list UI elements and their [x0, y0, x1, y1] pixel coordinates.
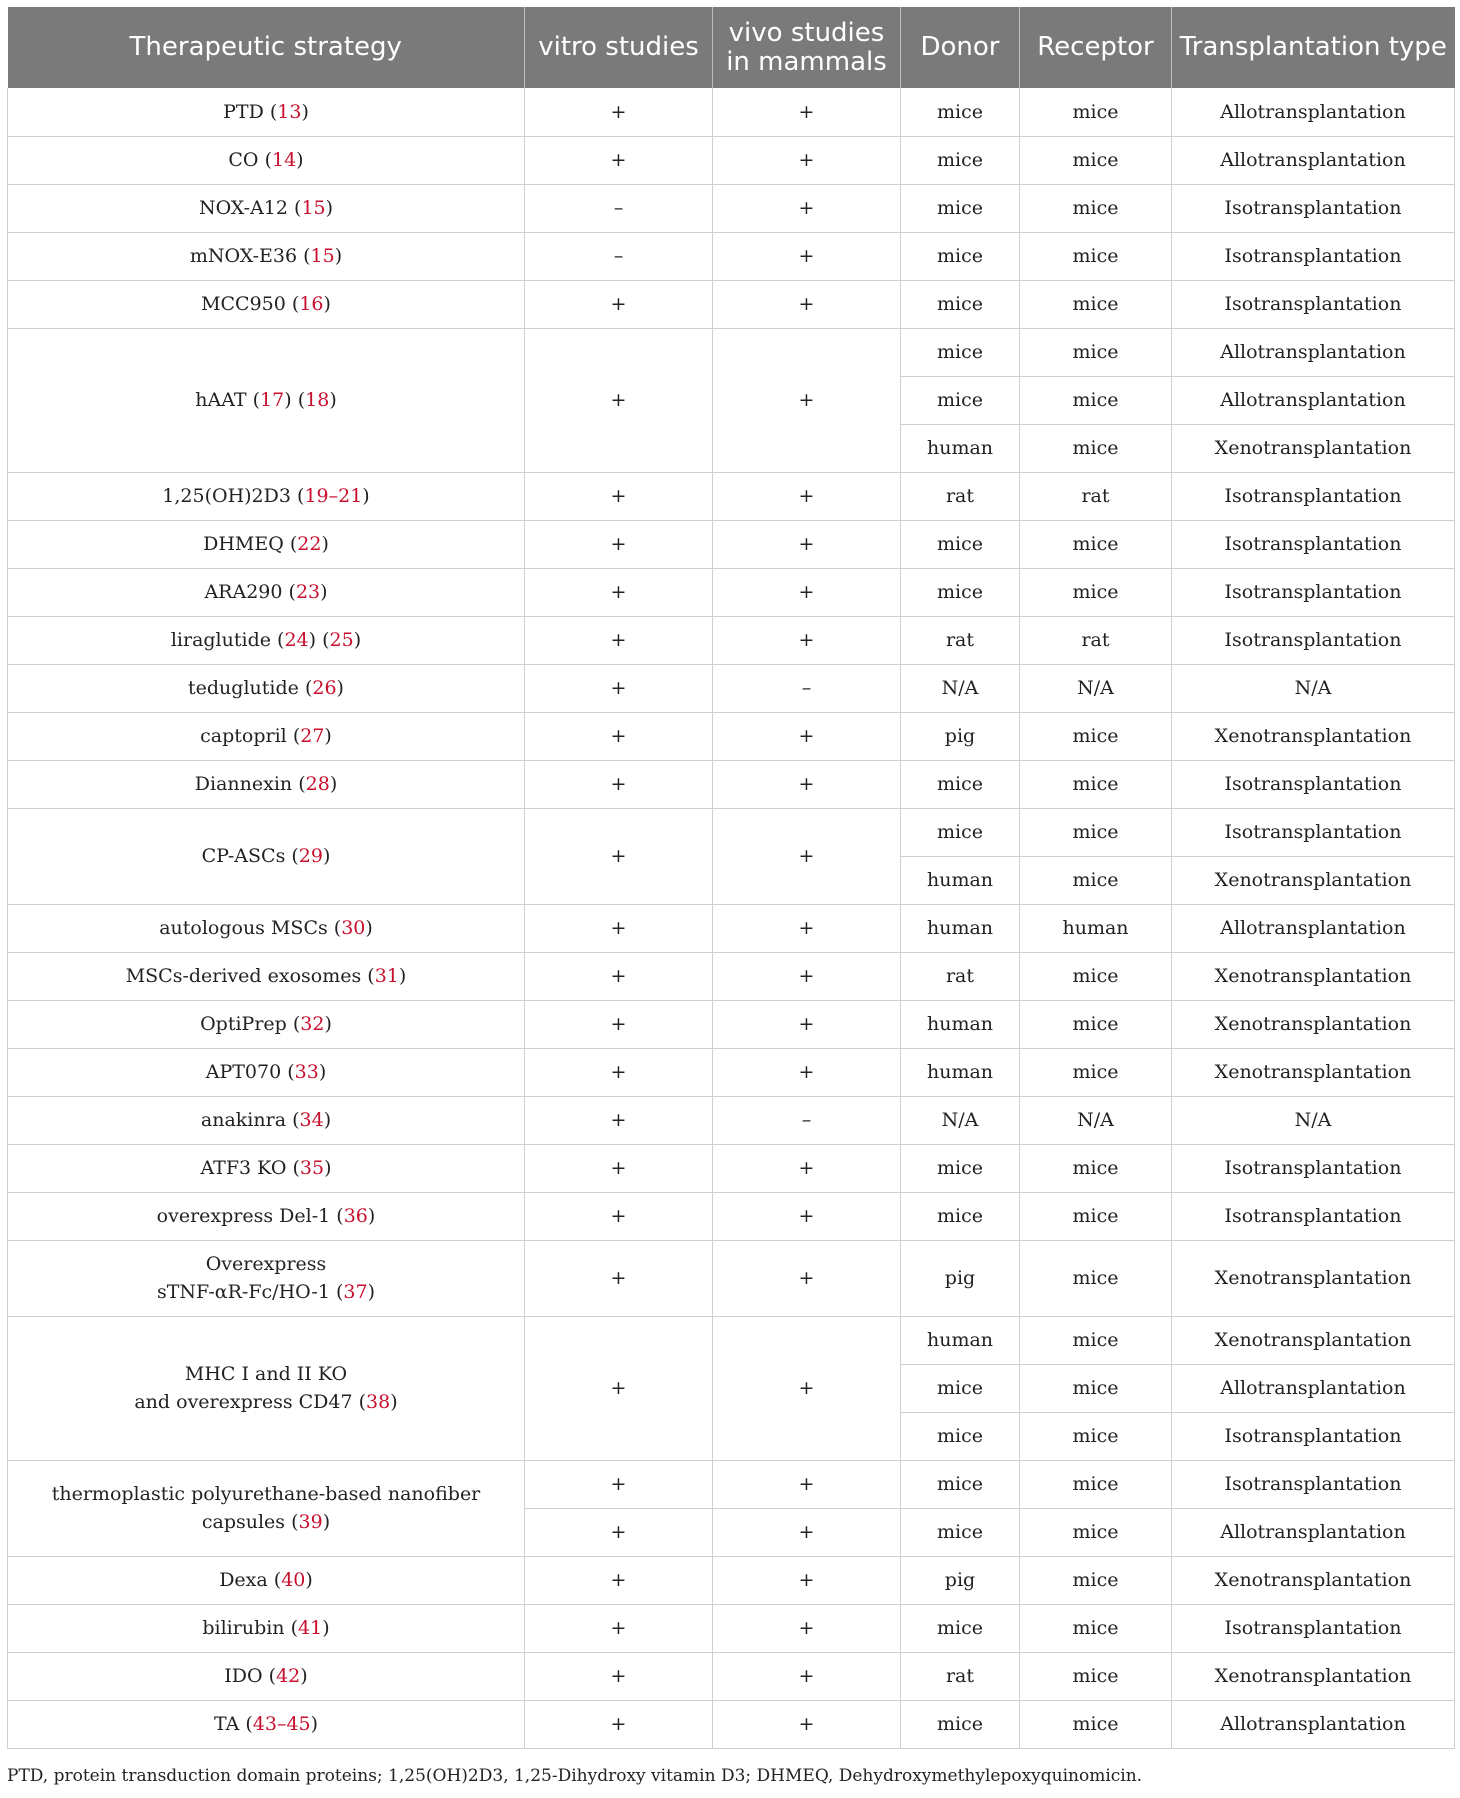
- receptor-cell: mice: [1020, 280, 1172, 328]
- strategy-cell: captopril (27): [8, 712, 525, 760]
- vivo-cell: +: [713, 88, 901, 136]
- vitro-cell: –: [525, 184, 713, 232]
- transplantation-type-cell: Xenotransplantation: [1172, 1000, 1455, 1048]
- donor-cell: mice: [901, 1604, 1020, 1652]
- header-transplantation-type: Transplantation type: [1172, 7, 1455, 88]
- strategy-cell: hAAT (17) (18): [8, 328, 525, 472]
- strategy-name: MHC I and II KO: [184, 1363, 348, 1385]
- transplantation-type-cell: Allotransplantation: [1172, 904, 1455, 952]
- receptor-cell: mice: [1020, 1144, 1172, 1192]
- vitro-cell: +: [525, 1604, 713, 1652]
- header-donor: Donor: [901, 7, 1020, 88]
- strategy-cell: 1,25(OH)2D3 (19–21): [8, 472, 525, 520]
- receptor-cell: mice: [1020, 760, 1172, 808]
- donor-cell: mice: [901, 232, 1020, 280]
- strategy-cell: mNOX-E36 (15): [8, 232, 525, 280]
- vivo-cell: +: [713, 328, 901, 472]
- reference-link[interactable]: 18: [305, 389, 330, 411]
- vivo-cell: +: [713, 280, 901, 328]
- receptor-cell: mice: [1020, 1000, 1172, 1048]
- strategy-name: thermoplastic polyurethane-based nanofiber capsules: [51, 1483, 481, 1533]
- donor-cell: mice: [901, 760, 1020, 808]
- vivo-cell: +: [713, 1192, 901, 1240]
- table-row: [8, 1460, 1455, 1508]
- vivo-cell: +: [713, 1048, 901, 1096]
- reference-link[interactable]: 13: [277, 100, 302, 123]
- strategy-cell: OptiPrep (32): [8, 1000, 525, 1048]
- table-row: [8, 280, 1455, 328]
- vitro-cell: +: [525, 904, 713, 952]
- vivo-cell: +: [713, 1000, 901, 1048]
- donor-cell: pig: [901, 1556, 1020, 1604]
- transplantation-type-cell: Xenotransplantation: [1172, 1240, 1455, 1316]
- donor-cell: mice: [901, 376, 1020, 424]
- receptor-cell: human: [1020, 904, 1172, 952]
- vitro-cell: +: [525, 328, 713, 472]
- table-row: [8, 952, 1455, 1000]
- donor-cell: mice: [901, 1700, 1020, 1748]
- vivo-cell: +: [713, 520, 901, 568]
- header-receptor: Receptor: [1020, 7, 1172, 88]
- strategy-name: teduglutide: [188, 677, 299, 699]
- reference-link[interactable]: 35: [299, 1157, 325, 1179]
- vitro-cell: +: [525, 1240, 713, 1316]
- strategy-name: anakinra: [200, 1109, 287, 1131]
- transplantation-type-cell: Allotransplantation: [1172, 88, 1455, 136]
- table-row: [8, 1000, 1455, 1048]
- strategy-name: and overexpress CD47: [134, 1391, 353, 1413]
- receptor-cell: mice: [1020, 88, 1172, 136]
- transplantation-type-cell: Allotransplantation: [1172, 376, 1455, 424]
- receptor-cell: mice: [1020, 1556, 1172, 1604]
- strategy-cell: TA (43–45): [8, 1700, 525, 1748]
- strategy-cell: DHMEQ (22): [8, 520, 525, 568]
- strategy-name: 1,25(OH)2D3: [162, 485, 291, 507]
- table-body: [8, 88, 1455, 1748]
- receptor-cell: N/A: [1020, 1096, 1172, 1144]
- vivo-cell: +: [713, 1460, 901, 1508]
- receptor-cell: mice: [1020, 1240, 1172, 1316]
- vivo-cell: +: [713, 1700, 901, 1748]
- vivo-cell: +: [713, 1604, 901, 1652]
- reference-link[interactable]: 42: [276, 1665, 301, 1687]
- donor-cell: rat: [901, 1652, 1020, 1700]
- transplantation-type-cell: Isotransplantation: [1172, 616, 1455, 664]
- vitro-cell: +: [525, 1096, 713, 1144]
- table-row: [8, 808, 1455, 856]
- reference-link[interactable]: 25: [329, 629, 354, 651]
- receptor-cell: mice: [1020, 1508, 1172, 1556]
- strategy-cell: Diannexin (28): [8, 760, 525, 808]
- table-row: [8, 664, 1455, 712]
- vivo-cell: +: [713, 808, 901, 904]
- receptor-cell: mice: [1020, 1192, 1172, 1240]
- strategy-name: Dexa: [219, 1569, 268, 1591]
- transplantation-type-cell: Allotransplantation: [1172, 328, 1455, 376]
- transplantation-type-cell: Isotransplantation: [1172, 760, 1455, 808]
- table-row: [8, 184, 1455, 232]
- reference-link[interactable]: 16: [299, 293, 324, 315]
- strategy-cell: ARA290 (23): [8, 568, 525, 616]
- reference-link[interactable]: 15: [301, 197, 326, 219]
- strategy-cell: Dexa (40): [8, 1556, 525, 1604]
- receptor-cell: mice: [1020, 808, 1172, 856]
- strategy-name: CP-ASCs: [201, 845, 286, 867]
- strategy-name: DHMEQ: [203, 533, 284, 555]
- donor-cell: rat: [901, 952, 1020, 1000]
- receptor-cell: mice: [1020, 1652, 1172, 1700]
- transplantation-type-cell: Allotransplantation: [1172, 1700, 1455, 1748]
- transplantation-type-cell: Allotransplantation: [1172, 136, 1455, 184]
- strategy-cell: CO (14): [8, 136, 525, 184]
- strategy-cell: ATF3 KO (35): [8, 1144, 525, 1192]
- vitro-cell: +: [525, 760, 713, 808]
- strategy-name: CO: [228, 149, 259, 171]
- vivo-cell: +: [713, 712, 901, 760]
- transplantation-type-cell: N/A: [1172, 1096, 1455, 1144]
- vivo-cell: +: [713, 1556, 901, 1604]
- donor-cell: human: [901, 424, 1020, 472]
- strategy-cell: teduglutide (26): [8, 664, 525, 712]
- reference-link[interactable]: 27: [300, 725, 325, 747]
- transplantation-type-cell: Isotransplantation: [1172, 568, 1455, 616]
- table-row: [8, 472, 1455, 520]
- reference-link[interactable]: 17: [260, 389, 285, 411]
- reference-link[interactable]: 36: [343, 1205, 368, 1227]
- vivo-cell: +: [713, 1652, 901, 1700]
- donor-cell: mice: [901, 1508, 1020, 1556]
- vitro-cell: +: [525, 1700, 713, 1748]
- reference-link[interactable]: 34: [299, 1109, 324, 1131]
- table-row: [8, 136, 1455, 184]
- receptor-cell: mice: [1020, 184, 1172, 232]
- vivo-cell: +: [713, 616, 901, 664]
- reference-link[interactable]: 40: [281, 1569, 306, 1591]
- donor-cell: mice: [901, 1412, 1020, 1460]
- strategy-cell: CP-ASCs (29): [8, 808, 525, 904]
- donor-cell: mice: [901, 1460, 1020, 1508]
- reference-link[interactable]: 19–21: [304, 485, 363, 507]
- vitro-cell: +: [525, 1048, 713, 1096]
- strategy-cell: anakinra (34): [8, 1096, 525, 1144]
- strategy-cell: APT070 (33): [8, 1048, 525, 1096]
- donor-cell: mice: [901, 1144, 1020, 1192]
- receptor-cell: mice: [1020, 232, 1172, 280]
- donor-cell: mice: [901, 520, 1020, 568]
- vivo-cell: +: [713, 904, 901, 952]
- transplantation-type-cell: Isotransplantation: [1172, 1144, 1455, 1192]
- reference-link[interactable]: 26: [312, 677, 337, 699]
- vitro-cell: +: [525, 1000, 713, 1048]
- vivo-cell: +: [713, 1144, 901, 1192]
- strategy-name: captopril: [200, 725, 287, 747]
- reference-link[interactable]: 41: [298, 1617, 323, 1639]
- receptor-cell: mice: [1020, 1460, 1172, 1508]
- reference-link[interactable]: 14: [271, 149, 297, 171]
- transplantation-type-cell: Isotransplantation: [1172, 184, 1455, 232]
- strategy-name: TA: [213, 1713, 240, 1735]
- strategy-name: ARA290: [204, 581, 283, 603]
- transplantation-type-cell: Xenotransplantation: [1172, 1048, 1455, 1096]
- vitro-cell: +: [525, 1144, 713, 1192]
- vitro-cell: +: [525, 1508, 713, 1556]
- table-row: [8, 904, 1455, 952]
- vivo-cell: +: [713, 760, 901, 808]
- donor-cell: mice: [901, 1364, 1020, 1412]
- receptor-cell: mice: [1020, 1316, 1172, 1364]
- vitro-cell: +: [525, 664, 713, 712]
- therapy-table: [7, 7, 1455, 1749]
- reference-link[interactable]: 22: [297, 533, 322, 555]
- receptor-cell: rat: [1020, 616, 1172, 664]
- receptor-cell: rat: [1020, 472, 1172, 520]
- strategy-name: MSCs-derived exosomes: [125, 965, 362, 987]
- vitro-cell: +: [525, 472, 713, 520]
- strategy-name: Diannexin: [194, 773, 293, 795]
- vitro-cell: +: [525, 1460, 713, 1508]
- vitro-cell: +: [525, 808, 713, 904]
- header-row: [8, 7, 1455, 88]
- receptor-cell: mice: [1020, 856, 1172, 904]
- donor-cell: mice: [901, 88, 1020, 136]
- vivo-cell: +: [713, 1508, 901, 1556]
- strategy-cell: MSCs-derived exosomes (31): [8, 952, 525, 1000]
- table-row: [8, 1144, 1455, 1192]
- receptor-cell: mice: [1020, 328, 1172, 376]
- donor-cell: N/A: [901, 664, 1020, 712]
- table-row: [8, 760, 1455, 808]
- table-row: [8, 1240, 1455, 1316]
- strategy-name: liraglutide: [170, 629, 271, 651]
- table-row: [8, 328, 1455, 376]
- strategy-name: APT070: [205, 1061, 282, 1083]
- vivo-cell: +: [713, 232, 901, 280]
- transplantation-type-cell: Xenotransplantation: [1172, 856, 1455, 904]
- receptor-cell: mice: [1020, 952, 1172, 1000]
- vitro-cell: –: [525, 232, 713, 280]
- strategy-name: autologous MSCs: [159, 917, 328, 939]
- vitro-cell: +: [525, 280, 713, 328]
- donor-cell: human: [901, 856, 1020, 904]
- donor-cell: N/A: [901, 1096, 1020, 1144]
- transplantation-type-cell: Isotransplantation: [1172, 1604, 1455, 1652]
- strategy-cell: autologous MSCs (30): [8, 904, 525, 952]
- table-row: [8, 1652, 1455, 1700]
- donor-cell: mice: [901, 328, 1020, 376]
- donor-cell: pig: [901, 1240, 1020, 1316]
- transplantation-type-cell: Isotransplantation: [1172, 232, 1455, 280]
- table-row: [8, 712, 1455, 760]
- reference-link[interactable]: 24: [284, 629, 309, 651]
- reference-link[interactable]: 38: [366, 1391, 391, 1413]
- transplantation-type-cell: Allotransplantation: [1172, 1508, 1455, 1556]
- transplantation-type-cell: Allotransplantation: [1172, 1364, 1455, 1412]
- table-row: [8, 520, 1455, 568]
- transplantation-type-cell: Xenotransplantation: [1172, 424, 1455, 472]
- strategy-cell: IDO (42): [8, 1652, 525, 1700]
- receptor-cell: mice: [1020, 1364, 1172, 1412]
- donor-cell: mice: [901, 280, 1020, 328]
- donor-cell: mice: [901, 568, 1020, 616]
- table-row: [8, 1316, 1455, 1364]
- table-row: [8, 1048, 1455, 1096]
- vitro-cell: +: [525, 1652, 713, 1700]
- table-row: [8, 1604, 1455, 1652]
- vitro-cell: +: [525, 952, 713, 1000]
- vivo-cell: +: [713, 1316, 901, 1460]
- strategy-cell: MCC950 (16): [8, 280, 525, 328]
- strategy-name: bilirubin: [202, 1617, 285, 1639]
- strategy-cell: overexpress Del-1 (36): [8, 1192, 525, 1240]
- donor-cell: rat: [901, 472, 1020, 520]
- strategy-name: overexpress Del-1: [156, 1205, 331, 1227]
- receptor-cell: mice: [1020, 1412, 1172, 1460]
- strategy-cell: liraglutide (24) (25): [8, 616, 525, 664]
- donor-cell: mice: [901, 136, 1020, 184]
- strategy-cell: bilirubin (41): [8, 1604, 525, 1652]
- strategy-cell: thermoplastic polyurethane-based nanofiber capsules (39): [8, 1460, 525, 1556]
- vitro-cell: +: [525, 1556, 713, 1604]
- transplantation-type-cell: Xenotransplantation: [1172, 712, 1455, 760]
- vivo-cell: –: [713, 1096, 901, 1144]
- strategy-cell: Overexpress sTNF-αR-Fc/HO-1 (37): [8, 1240, 525, 1316]
- strategy-name: OptiPrep: [200, 1013, 287, 1035]
- vivo-cell: +: [713, 568, 901, 616]
- receptor-cell: mice: [1020, 1604, 1172, 1652]
- reference-link[interactable]: 33: [294, 1061, 319, 1083]
- reference-link[interactable]: 30: [341, 917, 366, 939]
- vivo-cell: –: [713, 664, 901, 712]
- donor-cell: human: [901, 1316, 1020, 1364]
- table-row: [8, 1700, 1455, 1748]
- donor-cell: mice: [901, 184, 1020, 232]
- transplantation-type-cell: Xenotransplantation: [1172, 1652, 1455, 1700]
- transplantation-type-cell: Isotransplantation: [1172, 808, 1455, 856]
- vivo-cell: +: [713, 136, 901, 184]
- reference-link[interactable]: 43–45: [252, 1713, 311, 1735]
- donor-cell: rat: [901, 616, 1020, 664]
- table-row: [8, 616, 1455, 664]
- reference-link[interactable]: 31: [374, 965, 399, 987]
- receptor-cell: mice: [1020, 712, 1172, 760]
- vivo-cell: +: [713, 184, 901, 232]
- receptor-cell: mice: [1020, 1048, 1172, 1096]
- vitro-cell: +: [525, 568, 713, 616]
- receptor-cell: mice: [1020, 520, 1172, 568]
- strategy-name: hAAT: [195, 389, 247, 411]
- vitro-cell: +: [525, 616, 713, 664]
- transplantation-type-cell: Xenotransplantation: [1172, 1316, 1455, 1364]
- strategy-cell: NOX-A12 (15): [8, 184, 525, 232]
- header-vitro: vitro studies: [525, 7, 713, 88]
- vivo-cell: +: [713, 472, 901, 520]
- strategy-cell: PTD (13): [8, 88, 525, 136]
- donor-cell: mice: [901, 1192, 1020, 1240]
- vitro-cell: +: [525, 1192, 713, 1240]
- strategy-name: IDO: [224, 1665, 263, 1687]
- strategy-name: sTNF-αR-Fc/HO-1: [156, 1281, 330, 1303]
- donor-cell: human: [901, 1000, 1020, 1048]
- vitro-cell: +: [525, 136, 713, 184]
- vitro-cell: +: [525, 1316, 713, 1460]
- table-footnote: PTD, protein transduction domain proteins; 1,25(OH)2D3, 1,25-Dihydroxy vitamin D3; DHMEQ, Dehydroxymethylepoxyquinomicin.: [7, 1766, 1143, 1786]
- table-row: [8, 1556, 1455, 1604]
- reference-link[interactable]: 32: [300, 1013, 325, 1035]
- transplantation-type-cell: Isotransplantation: [1172, 520, 1455, 568]
- donor-cell: human: [901, 1048, 1020, 1096]
- transplantation-type-cell: Xenotransplantation: [1172, 1556, 1455, 1604]
- receptor-cell: mice: [1020, 1700, 1172, 1748]
- donor-cell: human: [901, 904, 1020, 952]
- transplantation-type-cell: Isotransplantation: [1172, 1412, 1455, 1460]
- receptor-cell: mice: [1020, 568, 1172, 616]
- donor-cell: pig: [901, 712, 1020, 760]
- reference-link[interactable]: 15: [310, 245, 335, 267]
- vivo-cell: +: [713, 1240, 901, 1316]
- strategy-name: PTD: [223, 100, 264, 123]
- strategy-name: NOX-A12: [198, 197, 288, 219]
- table-container: [7, 7, 1454, 1749]
- donor-cell: mice: [901, 808, 1020, 856]
- vitro-cell: +: [525, 520, 713, 568]
- strategy-name: mNOX-E36: [189, 245, 298, 267]
- receptor-cell: mice: [1020, 376, 1172, 424]
- receptor-cell: mice: [1020, 424, 1172, 472]
- strategy-name: ATF3 KO: [200, 1157, 287, 1179]
- reference-link[interactable]: 39: [298, 1511, 323, 1533]
- transplantation-type-cell: Xenotransplantation: [1172, 952, 1455, 1000]
- transplantation-type-cell: N/A: [1172, 664, 1455, 712]
- header-strategy: Therapeutic strategy: [8, 7, 525, 88]
- receptor-cell: mice: [1020, 136, 1172, 184]
- transplantation-type-cell: Isotransplantation: [1172, 1460, 1455, 1508]
- reference-link[interactable]: 23: [295, 581, 321, 603]
- receptor-cell: N/A: [1020, 664, 1172, 712]
- table-row: [8, 568, 1455, 616]
- transplantation-type-cell: Isotransplantation: [1172, 472, 1455, 520]
- transplantation-type-cell: Isotransplantation: [1172, 1192, 1455, 1240]
- strategy-name: MCC950: [201, 293, 286, 315]
- strategy-cell: MHC I and II KO and overexpress CD47 (38): [8, 1316, 525, 1460]
- table-row: [8, 232, 1455, 280]
- strategy-name: Overexpress: [205, 1253, 327, 1275]
- reference-link[interactable]: 28: [305, 773, 330, 795]
- table-row: [8, 88, 1455, 136]
- vivo-cell: +: [713, 952, 901, 1000]
- reference-link[interactable]: 37: [343, 1281, 368, 1303]
- vitro-cell: +: [525, 712, 713, 760]
- table-row: [8, 1192, 1455, 1240]
- transplantation-type-cell: Isotransplantation: [1172, 280, 1455, 328]
- reference-link[interactable]: 29: [298, 845, 323, 867]
- vitro-cell: +: [525, 88, 713, 136]
- header-vivo: vivo studies in mammals: [713, 7, 901, 88]
- table-row: [8, 1096, 1455, 1144]
